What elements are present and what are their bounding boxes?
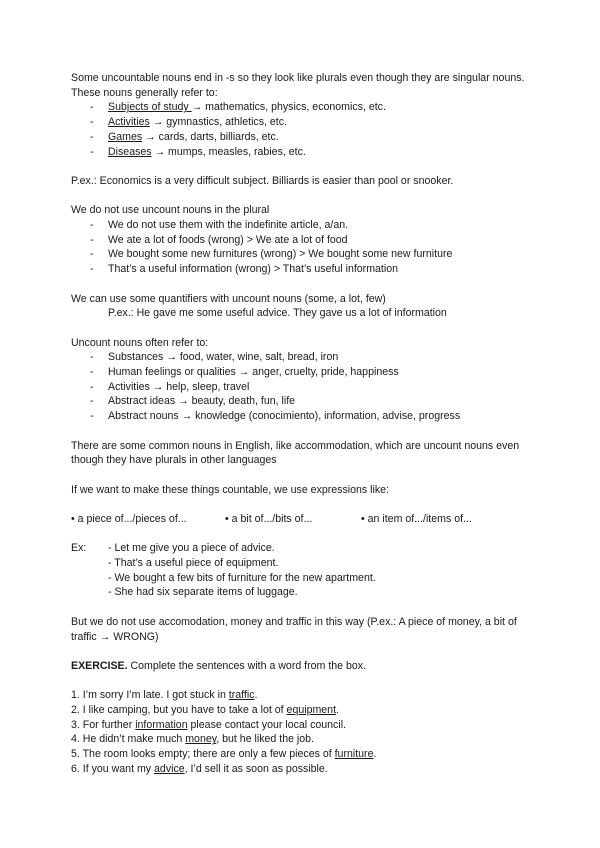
dash-list [71,100,533,159]
section-heading: We do not use uncount nouns in the plural [71,204,270,217]
example-row: - She had six separate items of luggage. [108,586,298,599]
paragraph: P.ex.: Economics is a very difficult subject. Billiards is easier than pool or snooker. [71,174,454,187]
list-item-term: Activities [108,116,150,129]
example-line: P.ex.: He gave me some useful advice. They gave us a lot of information [108,307,447,320]
list-item-text: → mathematics, physics, economics, etc. [191,101,386,114]
answer: furniture [334,748,374,761]
exercise-item: 3. For further information please contact your local council. [71,718,346,731]
exercise-item: 1. I’m sorry I’m late. I got stuck in traffic. [71,689,258,702]
list-item-text: → gymnastics, athletics, etc. [149,116,287,129]
answer: traffic [228,689,255,702]
example-label: Ex: [71,542,87,555]
exercise-instruction-text: Complete the sentences with a word from the box. [127,659,367,672]
section-heading: If we want to make these things countable, we use expressions like: [71,483,389,496]
bullet-item: • an item of.../items of... [361,512,472,525]
section-quantifiers [71,292,533,321]
answer: information [135,718,188,731]
list-item: - We bought some new furnitures (wrong) > We bought some new furniture [90,248,453,261]
section-refer-to [71,336,533,424]
answer: advice [154,762,185,775]
document-page [71,71,533,777]
list-item: - Substances → food, water, wine, salt, bread, iron [90,351,339,364]
section-plural-looking-nouns [71,71,533,159]
section-no-plural [71,203,533,277]
list-item: - Diseases → mumps, measles, rabies, etc. [90,145,306,158]
list-item-term: Games [108,130,143,143]
dash-list [71,350,533,424]
list-item: - Activities → help, sleep, travel [90,380,250,393]
section-examples [71,541,533,600]
section-heading: We can use some quantifiers with uncount nouns (some, a lot, few) [71,292,386,305]
expression-bullets [71,512,533,527]
list-item-term: Diseases [108,145,152,158]
exercise-item: 6. If you want my advice, I’d sell it as soon as possible. [71,762,328,775]
section-exceptions [71,615,533,644]
list-item: - Abstract nouns → knowledge (conocimiento), information, advise, progress [90,410,461,423]
list-item: - Games → cards, darts, billiards, etc. [90,130,279,143]
bullet-item: • a piece of.../pieces of... [71,512,187,525]
exercise-label: EXERCISE. [71,659,128,672]
example-row: Ex: - Let me give you a piece of advice. [71,542,275,555]
exercise-item: 2. I like camping, but you have to take a lot of equipment. [71,704,339,717]
list-item: - That’s a useful information (wrong) > That’s useful information [90,263,399,276]
list-item-term: Subjects of study [108,101,192,114]
paragraph: But we do not use accomodation, money and traffic in this way (P.ex.: A piece of money, a bit of traffic → WRONG) [71,615,517,643]
section-common-nouns [71,439,533,468]
list-item: - Human feelings or qualities → anger, cruelty, pride, happiness [90,366,399,378]
answer: money [185,733,217,746]
exercise-list [71,688,533,776]
list-item: - We ate a lot of foods (wrong) > We ate a lot of food [90,233,348,246]
example-row: - We bought a few bits of furniture for the new apartment. [108,571,376,584]
list-item: - Activities → gymnastics, athletics, etc. [90,116,287,129]
example-row: - That’s a useful piece of equipment. [108,557,279,570]
answer: equipment [286,704,337,717]
list-item: - Abstract ideas → beauty, death, fun, life [90,395,296,408]
paragraph: There are some common nouns in English, like accommodation, which are uncount nouns even though they have plurals in other languages [71,439,520,467]
list-item: - We do not use them with the indefinite article, a/an. [90,219,349,231]
section-heading: Uncount nouns often refer to: [71,336,209,349]
paragraph: Some uncountable nouns end in -s so they look like plurals even though they are singular nouns. These nouns generally refer to: [71,72,525,99]
list-item: - Subjects of study → mathematics, physics, economics, etc. [90,101,386,114]
list-item-text: → cards, darts, billiards, etc. [142,130,279,143]
exercise-instruction [71,659,533,674]
exercise-item: 4. He didn’t make much money, but he liked the job. [71,733,315,746]
exercise-item: 5. The room looks empty; there are only a few pieces of furniture. [71,748,377,761]
dash-list [71,218,533,277]
section-countable-heading [71,483,533,498]
section-example [71,174,533,189]
list-item-text: → mumps, measles, rabies, etc. [151,145,306,158]
bullet-item: • a bit of.../bits of... [225,512,313,525]
